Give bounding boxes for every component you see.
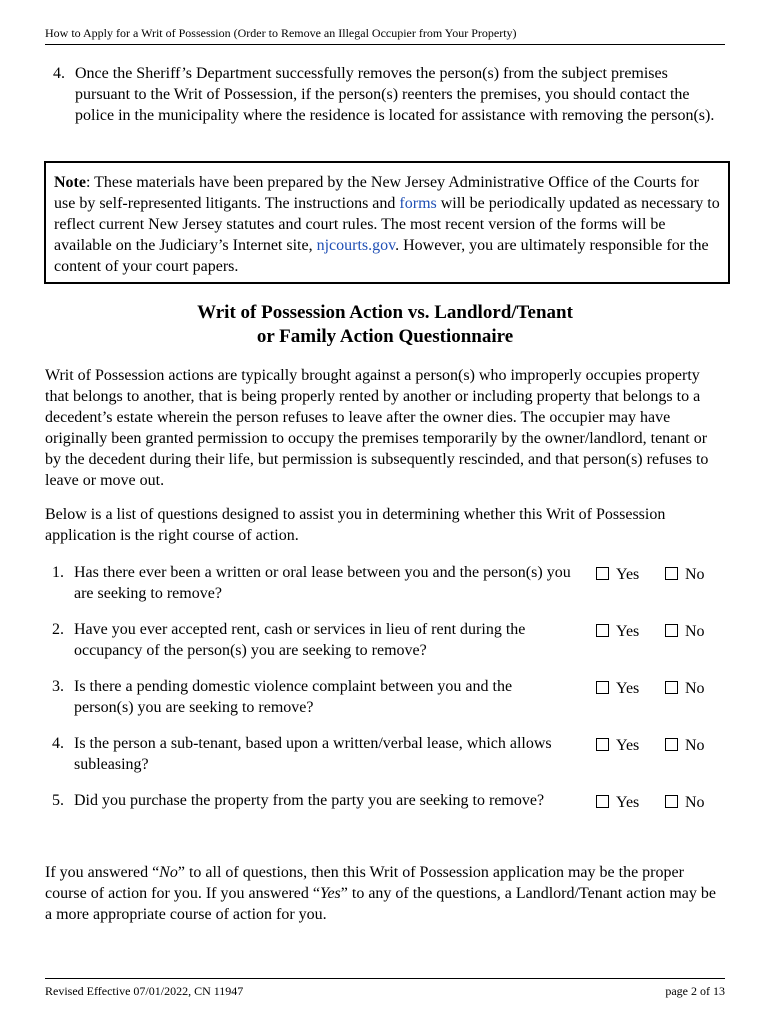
yes-label: Yes [616, 566, 640, 583]
note-box [44, 161, 730, 284]
no-label: No [685, 680, 705, 697]
page-header: How to Apply for a Writ of Possession (Order to Remove an Illegal Occupier from Your Property) [45, 26, 725, 45]
question-number: 3. [52, 678, 64, 695]
question-text: Did you purchase the property from the party you are seeking to remove? [74, 792, 545, 809]
no-checkbox[interactable] [665, 567, 678, 580]
question-number: 2. [52, 621, 64, 638]
no-option[interactable] [665, 678, 705, 699]
conclusion-paragraph [45, 862, 727, 925]
no-label: No [685, 737, 705, 754]
conclusion-text-3: ” to any of the questions, a Landlord/Tenant action may be a more appropriate course of action for you. [45, 885, 716, 923]
below-paragraph: Below is a list of questions designed to assist you in determining whether this Writ of Possession application is the right course of action. [45, 506, 666, 544]
yes-option[interactable] [596, 792, 639, 813]
question-text: Has there ever been a written or oral lease between you and the person(s) you are seeking to remove? [74, 564, 571, 602]
forms-link[interactable]: forms [399, 195, 437, 212]
yes-label: Yes [616, 680, 640, 697]
step-4 [53, 63, 718, 126]
yes-option[interactable] [596, 678, 639, 699]
yes-checkbox[interactable] [596, 738, 609, 751]
no-option[interactable] [665, 792, 705, 813]
title-line-2: or Family Action Questionnaire [256, 326, 514, 347]
no-option[interactable] [665, 735, 705, 756]
yes-label: Yes [616, 623, 640, 640]
question-text: Have you ever accepted rent, cash or services in lieu of rent during the occupancy of the person(s) you are seeking to remove? [74, 621, 526, 659]
conclusion-text-1: If you answered “ [45, 864, 160, 881]
no-word: No [159, 864, 178, 881]
title-line-1: Writ of Possession Action vs. Landlord/Tenant [197, 302, 573, 323]
note-text-2: will be periodically updated as necessary to reflect current New Jersey statutes and court rules. The most recent version of the forms will be available on the Judiciary’s Internet site, [54, 195, 720, 254]
no-label: No [685, 623, 705, 640]
no-label: No [685, 566, 705, 583]
question-text: Is there a pending domestic violence complaint between you and the person(s) you are seeking to remove? [74, 678, 513, 716]
question-number: 4. [52, 735, 64, 752]
no-checkbox[interactable] [665, 795, 678, 808]
page-footer [45, 978, 725, 999]
step-text: Once the Sheriff’s Department successfully removes the person(s) from the subject premises pursuant to the Writ of Possession, if the person(s) reenters the premises, you should contact the police in the municipality where the residence is located for assistance with removing the person(s). [75, 65, 715, 124]
revision-info: Revised Effective 07/01/2022, CN 11947 [45, 984, 244, 998]
no-label: No [685, 794, 705, 811]
question-number: 1. [52, 564, 64, 581]
note-text-3: . However, you are ultimately responsible for the content of your court papers. [54, 237, 709, 275]
yes-word: Yes [320, 885, 341, 902]
no-option[interactable] [665, 621, 705, 642]
yes-checkbox[interactable] [596, 567, 609, 580]
question-text: Is the person a sub-tenant, based upon a written/verbal lease, which allows subleasing? [74, 735, 552, 773]
no-checkbox[interactable] [665, 738, 678, 751]
note-text-1: : These materials have been prepared by the New Jersey Administrative Office of the Courts for use by self-represented litigants. The instructions and [54, 174, 699, 212]
no-checkbox[interactable] [665, 624, 678, 637]
page-number: page 2 of 13 [665, 984, 725, 998]
yes-label: Yes [616, 794, 640, 811]
yes-option[interactable] [596, 735, 639, 756]
yes-checkbox[interactable] [596, 795, 609, 808]
section-title [45, 301, 725, 349]
njcourts-link[interactable]: njcourts.gov [316, 237, 396, 254]
yes-checkbox[interactable] [596, 624, 609, 637]
intro-paragraph: Writ of Possession actions are typically brought against a person(s) who improperly occupies property that belongs to another, that is being properly rented by another or including property that belongs to a decedent’s estate wherein the person refuses to leave after the owner dies. The occupier may have originally been granted permission to occupy the premises temporarily by the owner/landlord, tenant or by the decedent during their life, but permission is subsequently rescinded, and that person(s) refuses to leave or move out. [45, 367, 709, 489]
yes-option[interactable] [596, 564, 639, 585]
yes-checkbox[interactable] [596, 681, 609, 694]
note-label: Note [54, 174, 86, 191]
conclusion-text-2: ” to all of questions, then this Writ of Possession application may be the proper course of action for you. If you answered “ [45, 864, 684, 902]
yes-option[interactable] [596, 621, 639, 642]
question-number: 5. [52, 792, 64, 809]
no-option[interactable] [665, 564, 705, 585]
no-checkbox[interactable] [665, 681, 678, 694]
step-number: 4. [53, 65, 65, 82]
yes-label: Yes [616, 737, 640, 754]
